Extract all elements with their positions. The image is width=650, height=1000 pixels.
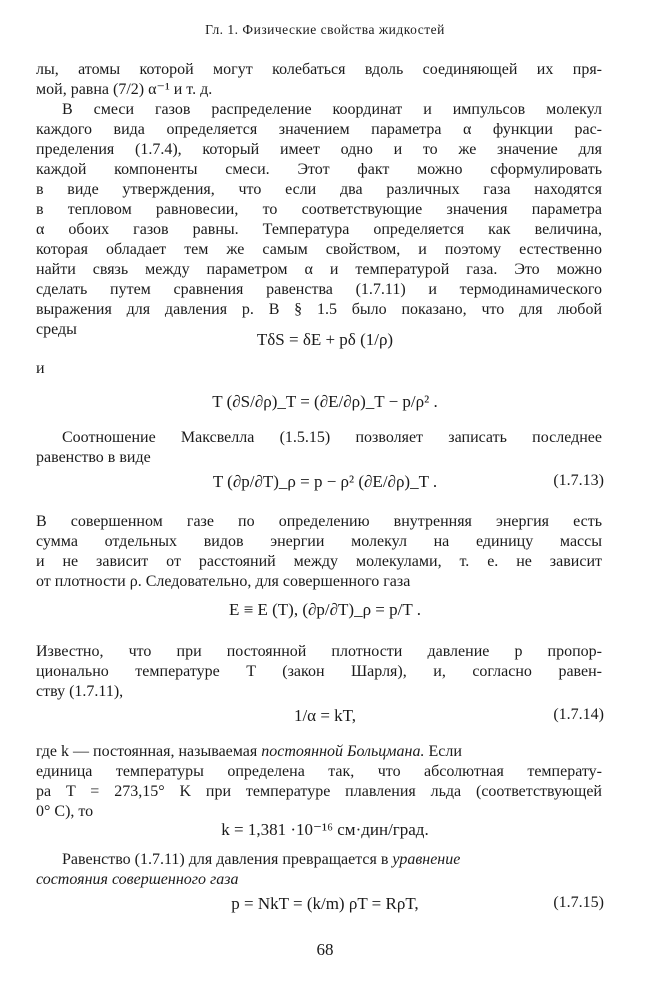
text-line: В совершенном газе по определению внутренняя энергия есть — [36, 513, 602, 530]
text-line: сделать путем сравнения равенства (1.7.11) и термодинамического — [36, 281, 602, 298]
text-line — [62, 850, 602, 870]
text-line: лы, атомы которой могут колебаться вдоль соединяющей их пря- — [36, 61, 602, 78]
text-span: Если — [428, 743, 462, 760]
text-line: среды — [36, 321, 77, 338]
text-line: сумма отдельных видов энергии молекул на единицу массы — [36, 533, 602, 550]
text-span: Равенство (1.7.11) для давления превращается в — [62, 851, 389, 868]
equation-number: (1.7.14) — [553, 706, 604, 723]
text-line: Известно, что при постоянной плотности давление p пропор- — [36, 643, 602, 660]
text-line: мой, равна (7/2) α⁻¹ и т. д. — [36, 81, 213, 98]
italic-term: постоянной Больцмана. — [261, 743, 425, 760]
text-line: и не зависит от расстояний между молекулами, т. е. не зависит — [36, 553, 602, 570]
page-number: 68 — [316, 940, 334, 959]
italic-term: уравнение — [392, 851, 461, 868]
equation: E ≡ E (T), (∂p/∂T)_ρ = p/T . — [229, 600, 421, 619]
text-line: α обоих газов равны. Температура определяется как величина, — [36, 221, 602, 238]
text-line: и — [36, 360, 45, 377]
text-line: в тепловом равновесии, то соответствующие значения параметра — [36, 201, 602, 218]
text-line: единица температуры определена так, что абсолютная температу- — [36, 763, 602, 780]
text-line: выражения для давления p. В § 1.5 было показано, что для любой — [36, 301, 602, 318]
text-line: в виде утверждения, что если два различных газа находятся — [36, 181, 602, 198]
text-line: которая обладает тем же самым свойством, и поэтому естественно — [36, 241, 602, 258]
text-line: ра T = 273,15° K при температуре плавления льда (соответствующей — [36, 783, 602, 800]
italic-term: состояния совершенного газа — [36, 871, 239, 888]
text-span: где k — постоянная, называемая — [36, 743, 258, 760]
text-line: каждой компоненты смеси. Этот факт можно сформулировать — [36, 161, 602, 178]
text-line: пределения (1.7.4), который имеет одно и то же значение для — [36, 141, 602, 158]
text-line: 0° С), то — [36, 803, 94, 820]
text-line — [36, 870, 602, 890]
text-line: Соотношение Максвелла (1.5.15) позволяет записать последнее — [62, 429, 602, 446]
equation: T (∂S/∂ρ)_T = (∂E/∂ρ)_T − p/ρ² . — [212, 392, 438, 411]
text-line: найти связь между параметром α и температурой газа. Это можно — [36, 261, 602, 278]
running-header: Гл. 1. Физические свойства жидкостей — [205, 22, 445, 37]
equation-number: (1.7.15) — [553, 894, 604, 911]
equation: T (∂p/∂T)_ρ = p − ρ² (∂E/∂ρ)_T . — [212, 472, 438, 491]
text-line — [36, 742, 602, 762]
equation: k = 1,381 ·10⁻¹⁶ см·дин/град. — [221, 820, 429, 839]
text-line: каждого вида определяется значением параметра α функции рас- — [36, 121, 602, 138]
text-line: В смеси газов распределение координат и импульсов молекул — [62, 101, 602, 118]
text-line: от плотности ρ. Следовательно, для совершенного газа — [36, 573, 411, 590]
text-line: равенство в виде — [36, 449, 151, 466]
text-line: ству (1.7.11), — [36, 683, 124, 700]
equation: 1/α = kT, — [293, 706, 357, 725]
text-line: ционально температуре T (закон Шарля), и, согласно равен- — [36, 663, 602, 680]
equation-number: (1.7.13) — [553, 472, 604, 489]
equation: p = NkT = (k/m) ρT = RρT, — [231, 894, 419, 913]
equation: TδS = δE + pδ (1/ρ) — [256, 330, 394, 349]
